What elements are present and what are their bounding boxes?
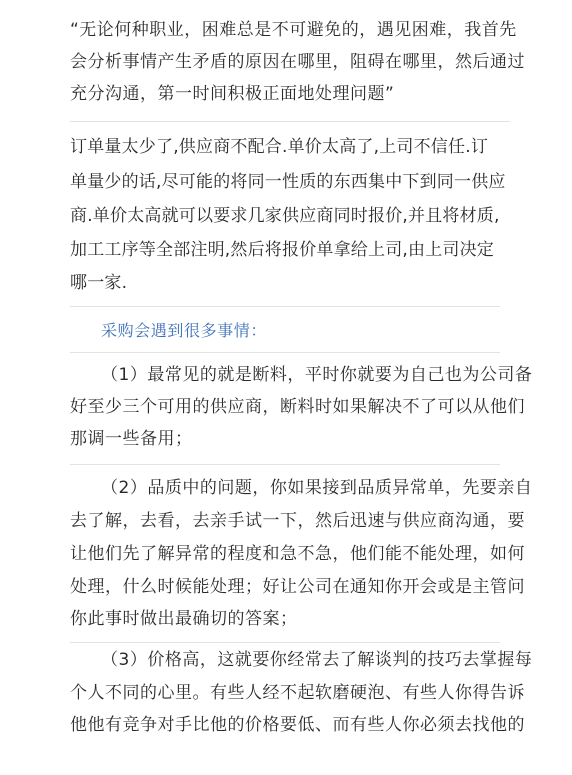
quote-line-2: 会分析事情产生矛盾的原因在哪里，阻碍在哪里，然后通过 [70, 52, 525, 72]
paragraph1-line-4: 加工工序等全部注明,然后将报价单拿给上司,由上司决定 [70, 240, 495, 260]
divider [70, 306, 500, 307]
item2-line-4: 处理，什么时候能处理；好让公司在通知你开会或是主管问 [70, 577, 525, 597]
paragraph1-line-1: 订单量太少了,供应商不配合.单价太高了,上司不信任.订 [70, 137, 489, 157]
quote-line-3: 充分沟通，第一时间积极正面地处理问题” [70, 84, 395, 104]
item1-line-2: 好至少三个可用的供应商，断料时如果解决不了可以从他们 [70, 397, 525, 417]
section-heading: 采购会遇到很多事情： [101, 321, 268, 340]
quote-line-1: “无论何种职业，困难总是不可避免的，遇见困难，我首先 [70, 20, 517, 40]
item2-line-5: 你此事时做出最确切的答案； [70, 609, 298, 629]
paragraph1-line-5: 哪一家. [70, 273, 128, 293]
paragraph1-line-3: 商.单价太高就可以要求几家供应商同时报价,并且将材质, [70, 206, 500, 226]
item3-line-2: 个人不同的心里。有些人经不起软磨硬泡、有些人你得告诉 [70, 683, 525, 703]
divider [70, 352, 500, 353]
item2-line-2: 去了解，去看，去亲手试一下，然后迅速与供应商沟通，要 [70, 511, 525, 531]
paragraph1-line-2: 单量少的话,尽可能的将同一性质的东西集中下到同一供应 [70, 172, 506, 192]
divider [70, 642, 500, 643]
item2-line-3: 让他们先了解异常的程度和急不急，他们能不能处理，如何 [70, 544, 525, 564]
item2-line-1: （2）品质中的问题，你如果接到品质异常单，先要亲自 [101, 478, 533, 498]
item1-line-1: （1）最常见的就是断料，平时你就要为自己也为公司备 [101, 365, 533, 385]
divider [70, 121, 510, 122]
item3-line-3: 他他有竞争对手比他的价格要低、而有些人你必须去找他的 [70, 715, 525, 735]
item1-line-3: 那调一些备用； [70, 429, 193, 449]
divider [70, 464, 500, 465]
item3-line-1: （3）价格高，这就要你经常去了解谈判的技巧去掌握每 [101, 650, 533, 670]
